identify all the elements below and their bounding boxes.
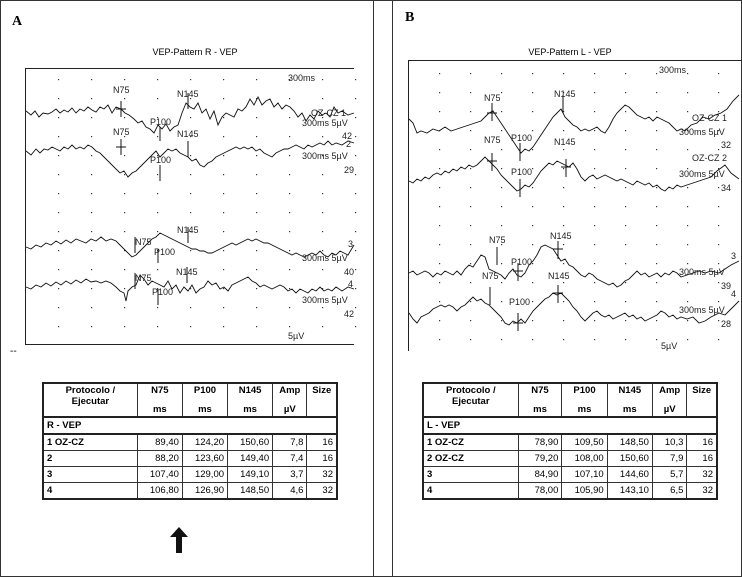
svg-text:P100: P100 [511,167,533,177]
svg-text:N75: N75 [135,237,152,247]
panel-divider-left [373,0,374,577]
plot-title: VEP-Pattern R - VEP [152,47,238,57]
group-label: L - VEP [423,417,717,434]
svg-text:N75: N75 [482,271,499,281]
panel-divider-right [392,0,393,577]
waveform-plot [25,68,354,345]
svg-text:P100: P100 [511,133,533,143]
svg-text:N145: N145 [548,271,570,281]
svg-text:N145: N145 [554,89,576,99]
svg-text:39: 39 [721,281,732,291]
svg-text:OZ-CZ 2: OZ-CZ 2 [692,153,727,163]
waveform-plot [408,60,742,351]
panel-letter: B [405,10,415,25]
svg-text:N145: N145 [176,267,198,277]
svg-text:N145: N145 [177,129,199,139]
svg-text:42: 42 [344,309,355,319]
svg-text:N75: N75 [113,127,130,137]
up-arrow-icon [170,527,188,553]
svg-text:29: 29 [344,165,355,175]
plot-title: VEP-Pattern L - VEP [528,47,612,57]
time-scale-label: 300ms [288,73,316,83]
svg-text:300ms 5µV: 300ms 5µV [679,305,725,315]
svg-text:300ms 5µV: 300ms 5µV [302,151,348,161]
svg-text:4: 4 [348,279,354,289]
panel-letter: A [12,14,23,29]
waveform-traces [409,61,742,351]
svg-text:N145: N145 [550,231,572,241]
table-row: 4 78,00 105,90 143,10 6,5 32 [423,483,717,500]
svg-text:N145: N145 [554,137,576,147]
svg-text:42: 42 [342,131,353,141]
separator-mark: -- [10,346,17,357]
svg-text:N75: N75 [135,273,152,283]
time-scale-label: 300ms [659,65,687,75]
svg-text:3: 3 [348,239,354,249]
svg-text:300ms 5µV: 300ms 5µV [679,169,725,179]
svg-text:N75: N75 [484,135,501,145]
svg-text:34: 34 [721,183,732,193]
svg-text:P100: P100 [150,117,172,127]
table-row: 2 OZ-CZ 79,20 108,00 150,60 7,9 16 [423,451,717,467]
svg-text:2: 2 [346,139,352,149]
table-row: 4 106,80 126,90 148,50 4,6 32 [43,483,337,500]
svg-text:40: 40 [344,267,355,277]
waveform-traces [26,69,356,346]
svg-text:300ms 5µV: 300ms 5µV [679,267,725,277]
table-row: 1 OZ-CZ 78,90 109,50 148,50 10,3 16 [423,434,717,451]
amp-scale-label: 5µV [661,341,678,351]
svg-text:P100: P100 [152,287,174,297]
svg-text:OZ-CZ 1: OZ-CZ 1 [692,113,727,123]
table-row: 2 88,20 123,60 149,40 7,4 16 [43,451,337,467]
svg-text:300ms 5µV: 300ms 5µV [302,253,348,263]
results-table-r: Protocolo / Ejecutar N75 ms P100 ms N145 ms Amp µV Size R - VEP 1 OZ-CZ 89,40 124,20 150,60 7,8 16 2 88,20 123,60 149,40 7,4 16 3 107,40 129,00 149,10 3,7 32 4 106,80 126,90 148,50 4,6 32 [42,382,338,500]
svg-text:N145: N145 [177,89,199,99]
svg-text:N75: N75 [489,235,506,245]
svg-text:P100: P100 [509,297,531,307]
svg-text:N145: N145 [177,225,199,235]
svg-text:300ms 5µV: 300ms 5µV [679,127,725,137]
svg-text:N75: N75 [484,93,501,103]
svg-text:P100: P100 [154,247,176,257]
svg-text:32: 32 [721,140,732,150]
results-table-l: Protocolo / Ejecutar N75 ms P100 ms N145 ms Amp µV Size L - VEP 1 OZ-CZ 78,90 109,50 148,50 10,3 16 2 OZ-CZ 79,20 108,00 150,60 7,9 16 3 84,90 107,10 144,60 5,7 32 4 78,00 105,90 143,10 6,5 32 [422,382,718,500]
svg-text:28: 28 [721,319,732,329]
svg-text:4: 4 [731,289,737,299]
table-row: 1 OZ-CZ 89,40 124,20 150,60 7,8 16 [43,434,337,451]
svg-text:N75: N75 [113,85,130,95]
table-row: 3 107,40 129,00 149,10 3,7 32 [43,467,337,483]
svg-text:300ms 5µV: 300ms 5µV [302,295,348,305]
amp-scale-label: 5µV [288,331,305,341]
svg-text:OZ-CZ 1: OZ-CZ 1 [311,108,346,118]
table-row: 3 84,90 107,10 144,60 5,7 32 [423,467,717,483]
group-label: R - VEP [43,417,337,434]
svg-text:P100: P100 [150,155,172,165]
svg-text:300ms 5µV: 300ms 5µV [302,118,348,128]
svg-text:P100: P100 [511,257,533,267]
svg-text:3: 3 [731,251,737,261]
